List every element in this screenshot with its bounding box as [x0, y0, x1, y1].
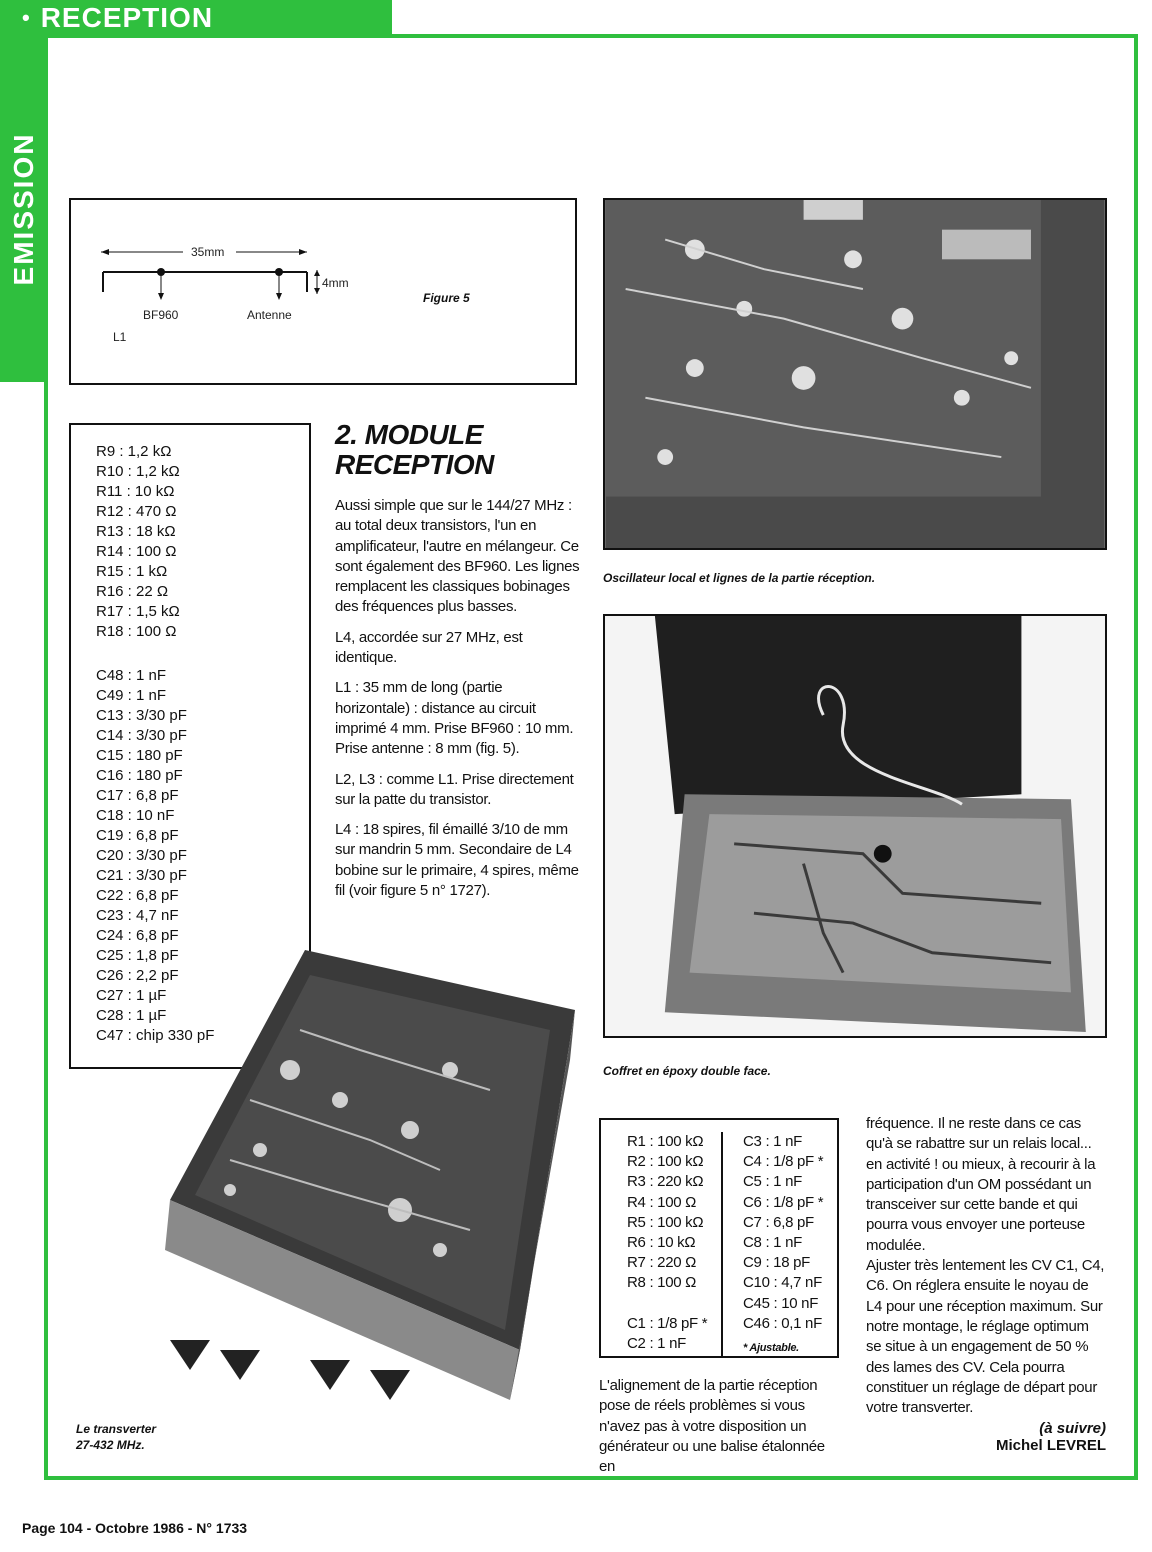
table-cell: R6 : 10 kΩ [627, 1234, 696, 1252]
list-item: R9 : 1,2 kΩ [96, 443, 172, 460]
section-title: RECEPTION [40, 2, 214, 33]
article-title-line2: RECEPTION [335, 449, 494, 480]
list-item: C23 : 4,7 nF [96, 907, 179, 924]
list-item: C25 : 1,8 pF [96, 947, 179, 964]
right-text-column [866, 1114, 1106, 1454]
list-item: C20 : 3/30 pF [96, 847, 187, 864]
enclosure-illustration [605, 616, 1105, 1036]
figure-5-diagram [71, 200, 575, 383]
figure-height-label: 4mm [322, 276, 349, 290]
component-table [599, 1118, 839, 1358]
oscillator-caption: Oscillateur local et lignes de la partie réception. [603, 571, 876, 585]
side-label: EMISSION [8, 132, 39, 286]
table-cell: C9 : 18 pF [743, 1254, 811, 1272]
figure-antenne-label: Antenne [247, 308, 292, 322]
component-table-col1 [627, 1132, 707, 1354]
table-spacer [627, 1294, 707, 1314]
photo-enclosure [603, 614, 1107, 1038]
to-follow: (à suivre) [1039, 1420, 1106, 1438]
transverter-illustration [110, 950, 580, 1410]
figure-l1-label: L1 [113, 330, 127, 344]
list-item: R12 : 470 Ω [96, 503, 177, 520]
list-item: R18 : 100 Ω [96, 623, 177, 640]
list-item: C48 : 1 nF [96, 667, 167, 684]
oscillator-illustration [605, 200, 1105, 548]
table-cell: C3 : 1 nF [743, 1133, 802, 1150]
table-cell: C5 : 1 nF [743, 1173, 802, 1191]
alignment-paragraph: L'alignement de la partie réception pose de réels problèmes si vous n'avez pas à votre disposition un générateur ou une balise étalonnée en [599, 1377, 825, 1476]
list-item: R10 : 1,2 kΩ [96, 463, 180, 480]
list-item: C49 : 1 nF [96, 687, 167, 704]
list-item: C18 : 10 nF [96, 807, 175, 824]
table-cell: C46 : 0,1 nF [743, 1314, 822, 1332]
continuation-paragraph-2: Ajuster très lentement les CV C1, C4, C6. On réglera ensuite le noyau de L4 pour une réception maximum. Sur notre montage, le réglage optimum se situe à un engagement de 50 % des lames des CV. Cela pourra constituer un réglage de départ pour votre transverter. [866, 1257, 1105, 1417]
side-band [0, 36, 48, 382]
table-cell: C6 : 1/8 pF * [743, 1193, 824, 1211]
table-cell: R4 : 100 Ω [627, 1193, 697, 1211]
article-paragraph: L2, L3 : comme L1. Prise directement sur la patte du transistor. [335, 770, 574, 808]
table-cell: R3 : 220 kΩ [627, 1173, 704, 1191]
table-cell: R2 : 100 kΩ [627, 1153, 704, 1171]
figure-bf960-label: BF960 [143, 308, 179, 322]
figure-5 [69, 198, 577, 385]
photo-transverter [110, 950, 580, 1410]
list-item: C17 : 6,8 pF [96, 787, 179, 804]
article-paragraph: L1 : 35 mm de long (partie horizontale) : distance au circuit imprimé 4 mm. Prise BF960 : 10 mm. Prise antenne : 8 mm (fig. 5). [335, 679, 574, 758]
list-spacer [96, 642, 214, 666]
list-item: R15 : 1 kΩ [96, 563, 168, 580]
table-cell: C2 : 1 nF [627, 1334, 686, 1352]
article-title-line1: 2. MODULE [335, 419, 483, 450]
frame-right-border [1134, 34, 1138, 1480]
list-item: C26 : 2,2 pF [96, 967, 179, 984]
table-cell: C7 : 6,8 pF [743, 1213, 814, 1231]
list-item: R11 : 10 kΩ [96, 483, 175, 500]
list-item: C24 : 6,8 pF [96, 927, 179, 944]
figure-length-label: 35mm [191, 245, 225, 259]
table-cell: R8 : 100 Ω [627, 1274, 697, 1292]
table-cell: C10 : 4,7 nF [743, 1274, 822, 1292]
list-item: C16 : 180 pF [96, 767, 183, 784]
component-table-col2 [743, 1132, 823, 1358]
page-footer: Page 104 - Octobre 1986 - N° 1733 [22, 1520, 248, 1536]
list-item: C15 : 180 pF [96, 747, 183, 764]
transverter-caption-line2: 27-432 MHz. [76, 1438, 145, 1452]
list-item: C21 : 3/30 pF [96, 867, 187, 884]
list-item: C13 : 3/30 pF [96, 707, 187, 724]
list-item: C28 : 1 µF [96, 1007, 167, 1024]
list-item: C47 : chip 330 pF [96, 1027, 215, 1044]
list-item: R16 : 22 Ω [96, 583, 169, 600]
article-paragraph: L4, accordée sur 27 MHz, est identique. [335, 628, 523, 667]
list-item: C22 : 6,8 pF [96, 887, 179, 904]
list-item: C27 : 1 µF [96, 987, 167, 1004]
table-cell: C4 : 1/8 pF * [743, 1153, 824, 1171]
table-cell: R1 : 100 kΩ [627, 1133, 704, 1150]
table-cell: C45 : 10 nF [743, 1294, 819, 1312]
list-item: R14 : 100 Ω [96, 543, 177, 560]
frame-bottom-border [44, 1476, 1138, 1480]
list-item: R17 : 1,5 kΩ [96, 603, 180, 620]
list-item: C19 : 6,8 pF [96, 827, 179, 844]
author: Michel LEVREL [995, 1437, 1106, 1455]
article-paragraph: L4 : 18 spires, fil émaillé 3/10 de mm sur mandrin 5 mm. Secondaire de L4 bobine sur le primaire, 4 spires, même fil (voir figure 5 n° 1727). [335, 821, 579, 900]
table-cell: R5 : 100 kΩ [627, 1213, 704, 1231]
figure-caption: Figure 5 [423, 291, 470, 305]
table-cell: C8 : 1 nF [743, 1234, 802, 1252]
section-header [0, 0, 392, 36]
transverter-caption-line1: Le transverter [76, 1422, 157, 1436]
continuation-paragraph: fréquence. Il ne reste dans ce cas qu'à se rabattre sur un relais local... en activité ! ou mieux, à recourir à la participation d'un OM possédant un transceiver sur cette bande et qui pourra vous envoyer une porteuse modulée. [866, 1115, 1096, 1254]
article-column [335, 420, 580, 911]
table-cell: R7 : 220 Ω [627, 1254, 697, 1272]
article-paragraph: Aussi simple que sur le 144/27 MHz : au total deux transistors, l'un en amplificateur, l'autre en mélangeur. Ce sont également des BF960. Les lignes remplacent les classiques bobinages des fréquences plus basses. [335, 497, 580, 616]
photo-oscillator [603, 198, 1107, 550]
table-note: * Ajustable. [743, 1342, 799, 1355]
enclosure-caption: Coffret en époxy double face. [603, 1064, 771, 1078]
table-divider [721, 1132, 723, 1358]
bullet-icon: • [22, 5, 31, 30]
list-item: C14 : 3/30 pF [96, 727, 187, 744]
table-cell: C1 : 1/8 pF * [627, 1314, 708, 1332]
list-item: R13 : 18 kΩ [96, 523, 176, 540]
